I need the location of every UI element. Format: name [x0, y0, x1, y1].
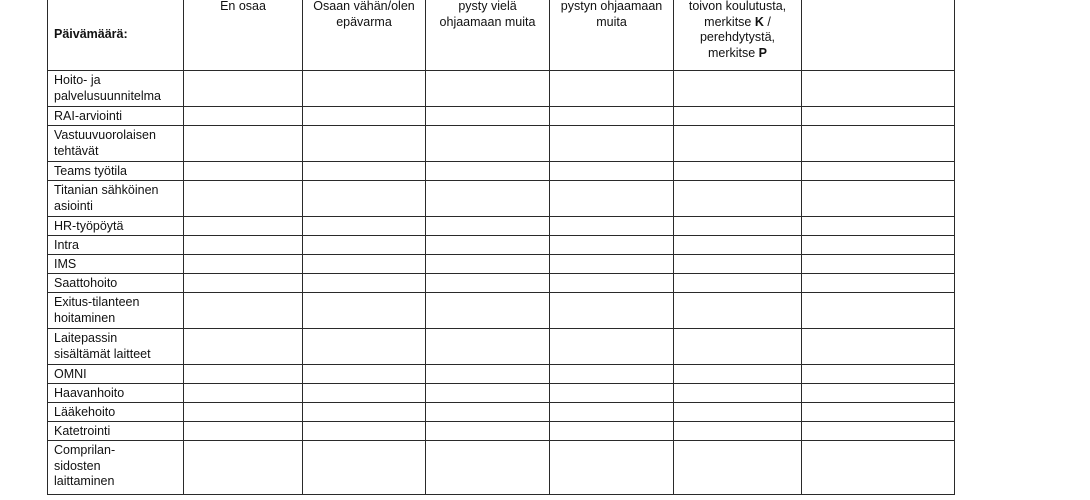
table-row	[48, 365, 955, 384]
table-row	[48, 71, 955, 107]
date-label: Päivämäärä:	[48, 0, 184, 71]
table-cell[interactable]	[184, 71, 303, 107]
row-label: Saattohoito	[48, 274, 184, 293]
table-row	[48, 384, 955, 403]
table-cell[interactable]	[184, 126, 303, 162]
row-label: Comprilan- sidosten laittaminen	[48, 441, 184, 495]
table-row	[48, 181, 955, 217]
row-label: Intra	[48, 236, 184, 255]
table-cell[interactable]	[184, 403, 303, 422]
table-row	[48, 162, 955, 181]
table-cell[interactable]	[550, 162, 674, 181]
table-row	[48, 422, 955, 441]
row-label: Teams työtila	[48, 162, 184, 181]
table-cell[interactable]	[184, 255, 303, 274]
table-cell[interactable]	[426, 384, 550, 403]
table-cell[interactable]	[426, 162, 550, 181]
table-row	[48, 107, 955, 126]
table-cell[interactable]	[802, 293, 955, 329]
row-label: Haavanhoito	[48, 384, 184, 403]
header-training-wish	[674, 0, 802, 71]
table-cell[interactable]	[674, 384, 802, 403]
header-training-text-a: toivon koulutusta, merkitse	[688, 0, 787, 29]
header-cant: En osaa	[184, 0, 303, 71]
table-cell[interactable]	[550, 365, 674, 384]
row-label: HR-työpöytä	[48, 217, 184, 236]
table-cell[interactable]	[802, 422, 955, 441]
table-cell[interactable]	[426, 126, 550, 162]
table-cell[interactable]	[303, 365, 426, 384]
table-cell[interactable]	[184, 384, 303, 403]
table-cell[interactable]	[426, 274, 550, 293]
table-cell[interactable]	[802, 365, 955, 384]
table-row	[48, 217, 955, 236]
table-cell[interactable]	[550, 384, 674, 403]
table-cell[interactable]	[426, 255, 550, 274]
table-cell[interactable]	[184, 422, 303, 441]
table-cell[interactable]	[802, 329, 955, 365]
table-cell[interactable]	[426, 107, 550, 126]
table-cell[interactable]	[674, 422, 802, 441]
header-training-p: P	[758, 45, 768, 60]
table-cell[interactable]	[550, 181, 674, 217]
table-cell[interactable]	[426, 217, 550, 236]
table-cell[interactable]	[303, 217, 426, 236]
table-cell[interactable]	[674, 236, 802, 255]
table-cell[interactable]	[426, 236, 550, 255]
table-cell[interactable]	[674, 441, 802, 495]
table-cell[interactable]	[802, 236, 955, 255]
row-label: Vastuuvuorolaisen tehtävät	[48, 126, 184, 162]
row-label: Lääkehoito	[48, 403, 184, 422]
table-cell[interactable]	[184, 217, 303, 236]
table-row	[48, 255, 955, 274]
table-cell[interactable]	[303, 422, 426, 441]
table-cell[interactable]	[550, 329, 674, 365]
table-cell[interactable]	[674, 365, 802, 384]
table-cell[interactable]	[426, 329, 550, 365]
header-extra	[802, 0, 955, 71]
table-cell[interactable]	[550, 422, 674, 441]
table-cell[interactable]	[674, 403, 802, 422]
table-cell[interactable]	[303, 255, 426, 274]
table-row	[48, 293, 955, 329]
header-training-k: K	[754, 14, 764, 29]
table-cell[interactable]	[550, 71, 674, 107]
table-cell[interactable]	[802, 384, 955, 403]
table-cell[interactable]	[184, 329, 303, 365]
header-can-guide: pystyn ohjaamaan muita	[550, 0, 674, 71]
table-cell[interactable]	[802, 274, 955, 293]
row-label: IMS	[48, 255, 184, 274]
table-cell[interactable]	[184, 293, 303, 329]
table-cell[interactable]	[802, 107, 955, 126]
table-cell[interactable]	[674, 329, 802, 365]
table-cell[interactable]	[184, 441, 303, 495]
table-cell[interactable]	[674, 274, 802, 293]
table-cell[interactable]	[550, 255, 674, 274]
table-cell[interactable]	[550, 403, 674, 422]
table-cell[interactable]	[550, 217, 674, 236]
table-cell[interactable]	[802, 255, 955, 274]
row-label: Titanian sähköinen asiointi	[48, 181, 184, 217]
table-cell[interactable]	[303, 71, 426, 107]
table-cell[interactable]	[550, 107, 674, 126]
table-cell[interactable]	[550, 274, 674, 293]
table-row	[48, 274, 955, 293]
table-cell[interactable]	[550, 441, 674, 495]
table-cell[interactable]	[802, 181, 955, 217]
table-cell[interactable]	[550, 293, 674, 329]
table-cell[interactable]	[184, 236, 303, 255]
header-some-knowledge: Osaan vähän/olen epävarma	[303, 0, 426, 71]
table-cell[interactable]	[426, 181, 550, 217]
row-label: Hoito- ja palvelusuunnitelma	[48, 71, 184, 107]
table-cell[interactable]	[426, 365, 550, 384]
table-cell[interactable]	[303, 162, 426, 181]
table-row	[48, 126, 955, 162]
table-cell[interactable]	[674, 181, 802, 217]
table-cell[interactable]	[184, 274, 303, 293]
table-row	[48, 329, 955, 365]
table-cell[interactable]	[184, 162, 303, 181]
table-cell[interactable]	[303, 403, 426, 422]
header-training-text-b: / perehdytystä, merkitse	[699, 14, 776, 60]
row-label: Exitus-tilanteen hoitaminen	[48, 293, 184, 329]
row-label: Laitepassin sisältämät laitteet	[48, 329, 184, 365]
table-row	[48, 441, 955, 495]
table-cell[interactable]	[802, 441, 955, 495]
table-cell[interactable]	[303, 293, 426, 329]
header-cannot-guide-yet: pysty vielä ohjaamaan muita	[426, 0, 550, 71]
table-cell[interactable]	[184, 365, 303, 384]
table-cell[interactable]	[674, 162, 802, 181]
table-cell[interactable]	[303, 441, 426, 495]
table-cell[interactable]	[802, 71, 955, 107]
table-cell[interactable]	[184, 107, 303, 126]
table-cell[interactable]	[674, 71, 802, 107]
table-cell[interactable]	[674, 217, 802, 236]
table-row	[48, 403, 955, 422]
table-cell[interactable]	[303, 181, 426, 217]
table-cell[interactable]	[303, 384, 426, 403]
table-cell[interactable]	[674, 107, 802, 126]
header-row	[48, 0, 955, 71]
table-cell[interactable]	[674, 126, 802, 162]
table-cell[interactable]	[426, 293, 550, 329]
table-cell[interactable]	[184, 181, 303, 217]
table-cell[interactable]	[426, 441, 550, 495]
table-cell[interactable]	[303, 126, 426, 162]
table-cell[interactable]	[550, 126, 674, 162]
row-label: RAI-arviointi	[48, 107, 184, 126]
table-cell[interactable]	[550, 236, 674, 255]
table-cell[interactable]	[426, 403, 550, 422]
table-cell[interactable]	[303, 274, 426, 293]
table-row	[48, 236, 955, 255]
table-cell[interactable]	[303, 329, 426, 365]
table-cell[interactable]	[303, 107, 426, 126]
table-cell[interactable]	[674, 255, 802, 274]
table-cell[interactable]	[303, 236, 426, 255]
table-cell[interactable]	[802, 126, 955, 162]
table-cell[interactable]	[802, 162, 955, 181]
row-label: OMNI	[48, 365, 184, 384]
competence-table	[47, 0, 955, 495]
table-cell[interactable]	[426, 71, 550, 107]
table-cell[interactable]	[426, 422, 550, 441]
table-cell[interactable]	[802, 217, 955, 236]
table-cell[interactable]	[802, 403, 955, 422]
table-cell[interactable]	[674, 293, 802, 329]
row-label: Katetrointi	[48, 422, 184, 441]
